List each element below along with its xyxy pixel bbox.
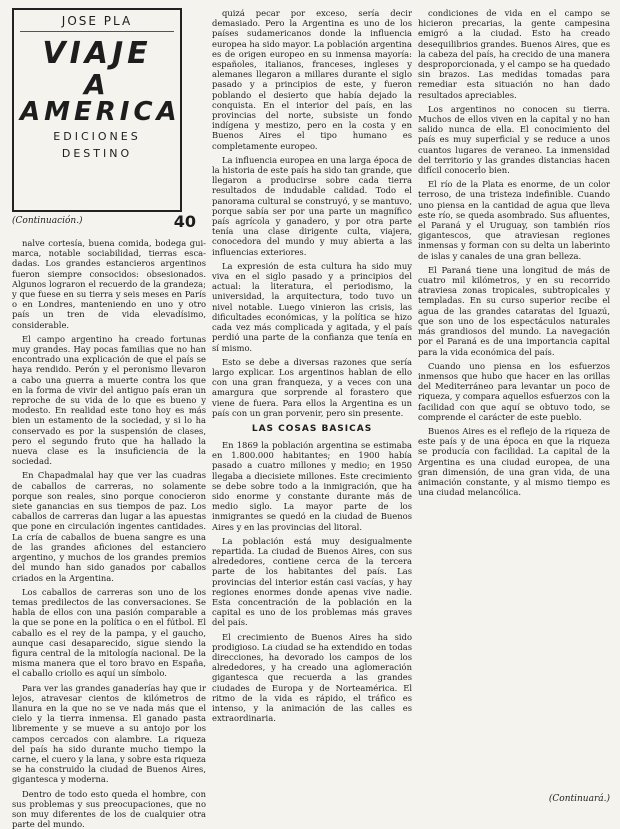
paragraph: nalve cortesía, buena comida, bodega gui-marca, notable sociabilidad, tierras esca-dadas. Los grandes estancieros argentinos fueron siempre consocidos: obsesionados. Algunos lograron el recuerdo de la grandeza; y que fuese en su tierra y seis meses en París o en Londres, manteniendo en uno y otro país un tren de vida elevadísimo, considerable. bbox=[12, 238, 206, 330]
section-heading: LAS COSAS BASICAS bbox=[251, 423, 373, 434]
continued-label: (Continuará.) bbox=[548, 794, 610, 804]
paragraph: La influencia europea en una larga época de la historia de este país ha sido tan grande, que llegaron a producirse sobre cada tierra resultados de indudable calidad. Todo el panorama cultural se construyó, y se mantuvo, porque sabía ser por una parte un magnífico país agrícola y ganadero, y por otra parte tenía una clase dirigente culta, viajera, conocedora del mundo y muy abierta a las influencias exteriores. bbox=[212, 154, 412, 257]
continuation-row bbox=[12, 212, 196, 234]
paragraph: Esto se debe a diversas razones que sería largo explicar. Los argentinos hablan de ello con una gran franqueza, y a veces con una amargura que sorprende al forastero que viene de fuera. Para ellos la Argentina es un país con un gran porvenir, pero sin presente. bbox=[212, 356, 412, 418]
paragraph: Los argentinos no conocen su tierra. Muchos de ellos viven en la capital y no han salido nunca de ella. El conocimiento del país es muy superficial y se reduce a unos cuantos lugares de veraneo. La inmensidad del territorio y las grandes distancias hacen difícil conocerlo bien. bbox=[418, 103, 610, 176]
continuation-note: (Continuación.) bbox=[12, 216, 83, 226]
paragraph: quizá pecar por exceso, sería decir demasiado. Pero la Argentina es uno de los países sudamericanos donde la influencia europea ha sido mayor. La población argentina es de origen europeo en su inmensa mayoría: españoles, italianos, franceses, ingleses y alemanes llegaron a millares durante el siglo pasado y a principios de este, y fueron poblando el desierto que había dejado la conquista. En el interior del país, en las provincias del norte, subsiste un fondo indígena y mestizo, pero en la costa y en Buenos Aires el tipo humano es completamente europeo. bbox=[212, 8, 412, 151]
publisher-line-1: EDICIONES bbox=[53, 130, 141, 144]
paragraph: condiciones de vida en el campo se hicieron precarias, la gente campesina emigró a la ciudad. Esto ha creado desequilibrios grandes. Buenos Aires, que es la cabeza del país, ha crecido de una manera desproporcionada, y el campo se ha quedado sin brazos. Las medidas tomadas para remediar esta situación no han dado resultados apreciables. bbox=[418, 8, 610, 100]
paragraph: La expresión de esta cultura ha sido muy viva en el siglo pasado y a principios del actual: la literatura, el periodismo, la universidad, la arquitectura, todo tuvo un nivel notable. Luego vinieron las crisis, las dificultades económicas, y la política se hizo cada vez más complicada y agitada, y el país perdió una parte de la confianza que tenía en sí mismo. bbox=[212, 260, 412, 353]
title-line-1: VIAJE bbox=[42, 36, 152, 71]
title-line-2: A bbox=[84, 67, 110, 101]
paragraph: Dentro de todo esto queda el hombre, con sus problemas y sus preocupaciones, que no son muy diferentes de los de cualquier otra parte del mundo. bbox=[12, 788, 206, 829]
column-2 bbox=[212, 8, 412, 798]
column-1 bbox=[12, 238, 206, 829]
paragraph: En 1869 la población argentina se estimaba en 1.800.000 habitantes; en 1900 había pasado a cuatro millones y medio; en 1950 llegaba a diecisiete millones. Este crecimiento se debe sobre todo a la inmigración, que ha sido enorme y constante durante más de medio siglo. La mayor parte de los inmigrantes se quedó en la ciudad de Buenos Aires y en las provincias del litoral. bbox=[212, 439, 412, 532]
page-number: 40 bbox=[173, 212, 196, 231]
title-box bbox=[12, 8, 182, 212]
paragraph: Cuando uno piensa en los esfuerzos inmensos que hubo que hacer en las orillas del Mediterráneo para levantar un poco de riqueza, y compara aquellos esfuerzos con la facilidad con que aquí se obtuvo todo, se comprende el carácter de este pueblo. bbox=[418, 360, 610, 422]
paragraph: Los caballos de carreras son uno de los temas predilectos de las conversaciones. Se habla de ellos con una pasión comparable a la que se pone en la política o en el fútbol. El caballo es el rey de la pampa, y el gaucho, aunque casi desaparecido, sigue siendo la figura central de la mitología nacional. De la misma manera que el toro bravo en España, el caballo criollo es aquí un símbolo. bbox=[12, 586, 206, 679]
paragraph: Para ver las grandes ganaderías hay que ir lejos, atravesar cientos de kilómetros de llanura en la que no se ve nada más que el cielo y la tierra inmensa. El ganado pasta libremente y se mueve a su antojo por los campos cercados con alambre. La riqueza del país ha sido durante mucho tiempo la carne, el cuero y la lana, y sobre esta riqueza se ha construido la ciudad de Buenos Aires, gigantesca y moderna. bbox=[12, 682, 206, 785]
publisher-line-2: DESTINO bbox=[61, 147, 133, 161]
paragraph: El crecimiento de Buenos Aires ha sido prodigioso. La ciudad se ha extendido en todas direcciones, ha devorado los campos de los alrededores, y ha creado una aglomeración gigantesca que recuerda a las grandes ciudades de Europa y de Norteamérica. El ritmo de la vida es rápido, el tráfico es intenso, y la animación de las calles es extraordinaria. bbox=[212, 631, 412, 724]
paragraph: El río de la Plata es enorme, de un color terroso, de una tristeza indefinible. Cuando uno piensa en la cantidad de agua que lleva este río, se queda asombrado. Sus afluentes, el Paraná y el Uruguay, son también ríos gigantescos, que atraviesan regiones inmensas y forman con su delta un laberinto de islas y canales de una gran belleza. bbox=[418, 179, 610, 261]
paragraph: El campo argentino ha creado fortunas muy grandes. Hay pocas familias que no han encontrado una explicación de que el país se haya rendido. Perón y el peronismo llevaron a cabo una guerra a muerte contra los que en la forma de vivir del antiguo país eran un reproche de su vida de lo que es bueno y modesto. En realidad este tono hoy es más bien un estamento de la sociedad, y si lo ha conservado es por la suspensión de clases, pero el segundo fruto que ha hallado la nueva clase es la insuficiencia de la sociedad. bbox=[12, 333, 206, 467]
column-3 bbox=[418, 8, 610, 798]
paragraph: Buenos Aires es el reflejo de la riqueza de este país y de una época en que la riqueza se producía con facilidad. La capital de la Argentina es una ciudad europea, de una gran dimensión, de una gran vida, de una animación constante, y al mismo tiempo es una ciudad melancólica. bbox=[418, 425, 610, 498]
title-line-3: AMERICA bbox=[20, 96, 181, 127]
paragraph: La población está muy desigualmente repartida. La ciudad de Buenos Aires, con sus alrededores, contiene cerca de la tercera parte de los habitantes del país. Las provincias del interior están casi vacías, y hay regiones enormes donde apenas vive nadie. Esta concentración de la población en la capital es uno de los problemas más graves del país. bbox=[212, 535, 412, 628]
paragraph: El Paraná tiene una longitud de más de cuatro mil kilómetros, y en su recorrido atraviesa zonas tropicales, subtropicales y templadas. En su curso superior recibe el agua de las grandes cataratas del Iguazú, que son uno de los espectáculos naturales más grandiosos del mundo. La navegación por el Paraná es de una importancia capital para la vida económica del país. bbox=[418, 264, 610, 357]
author-name: JOSE PLA bbox=[20, 14, 174, 32]
paragraph: En Chapadmalal hay que ver las cuadras de caballos de carreras, no solamente porque son reales, sino porque conocieron siete ganancias en sus tiempos de paz. Los caballos de carreras dan lugar a las apuestas que pone en circulación ingentes cantidades. La cría de caballos de buena sangre es una de las grandes aficiones del estanciero argentino, y muchos de los grandes premios del mundo han sido ganados por caballos criados en la Argentina. bbox=[12, 470, 206, 583]
